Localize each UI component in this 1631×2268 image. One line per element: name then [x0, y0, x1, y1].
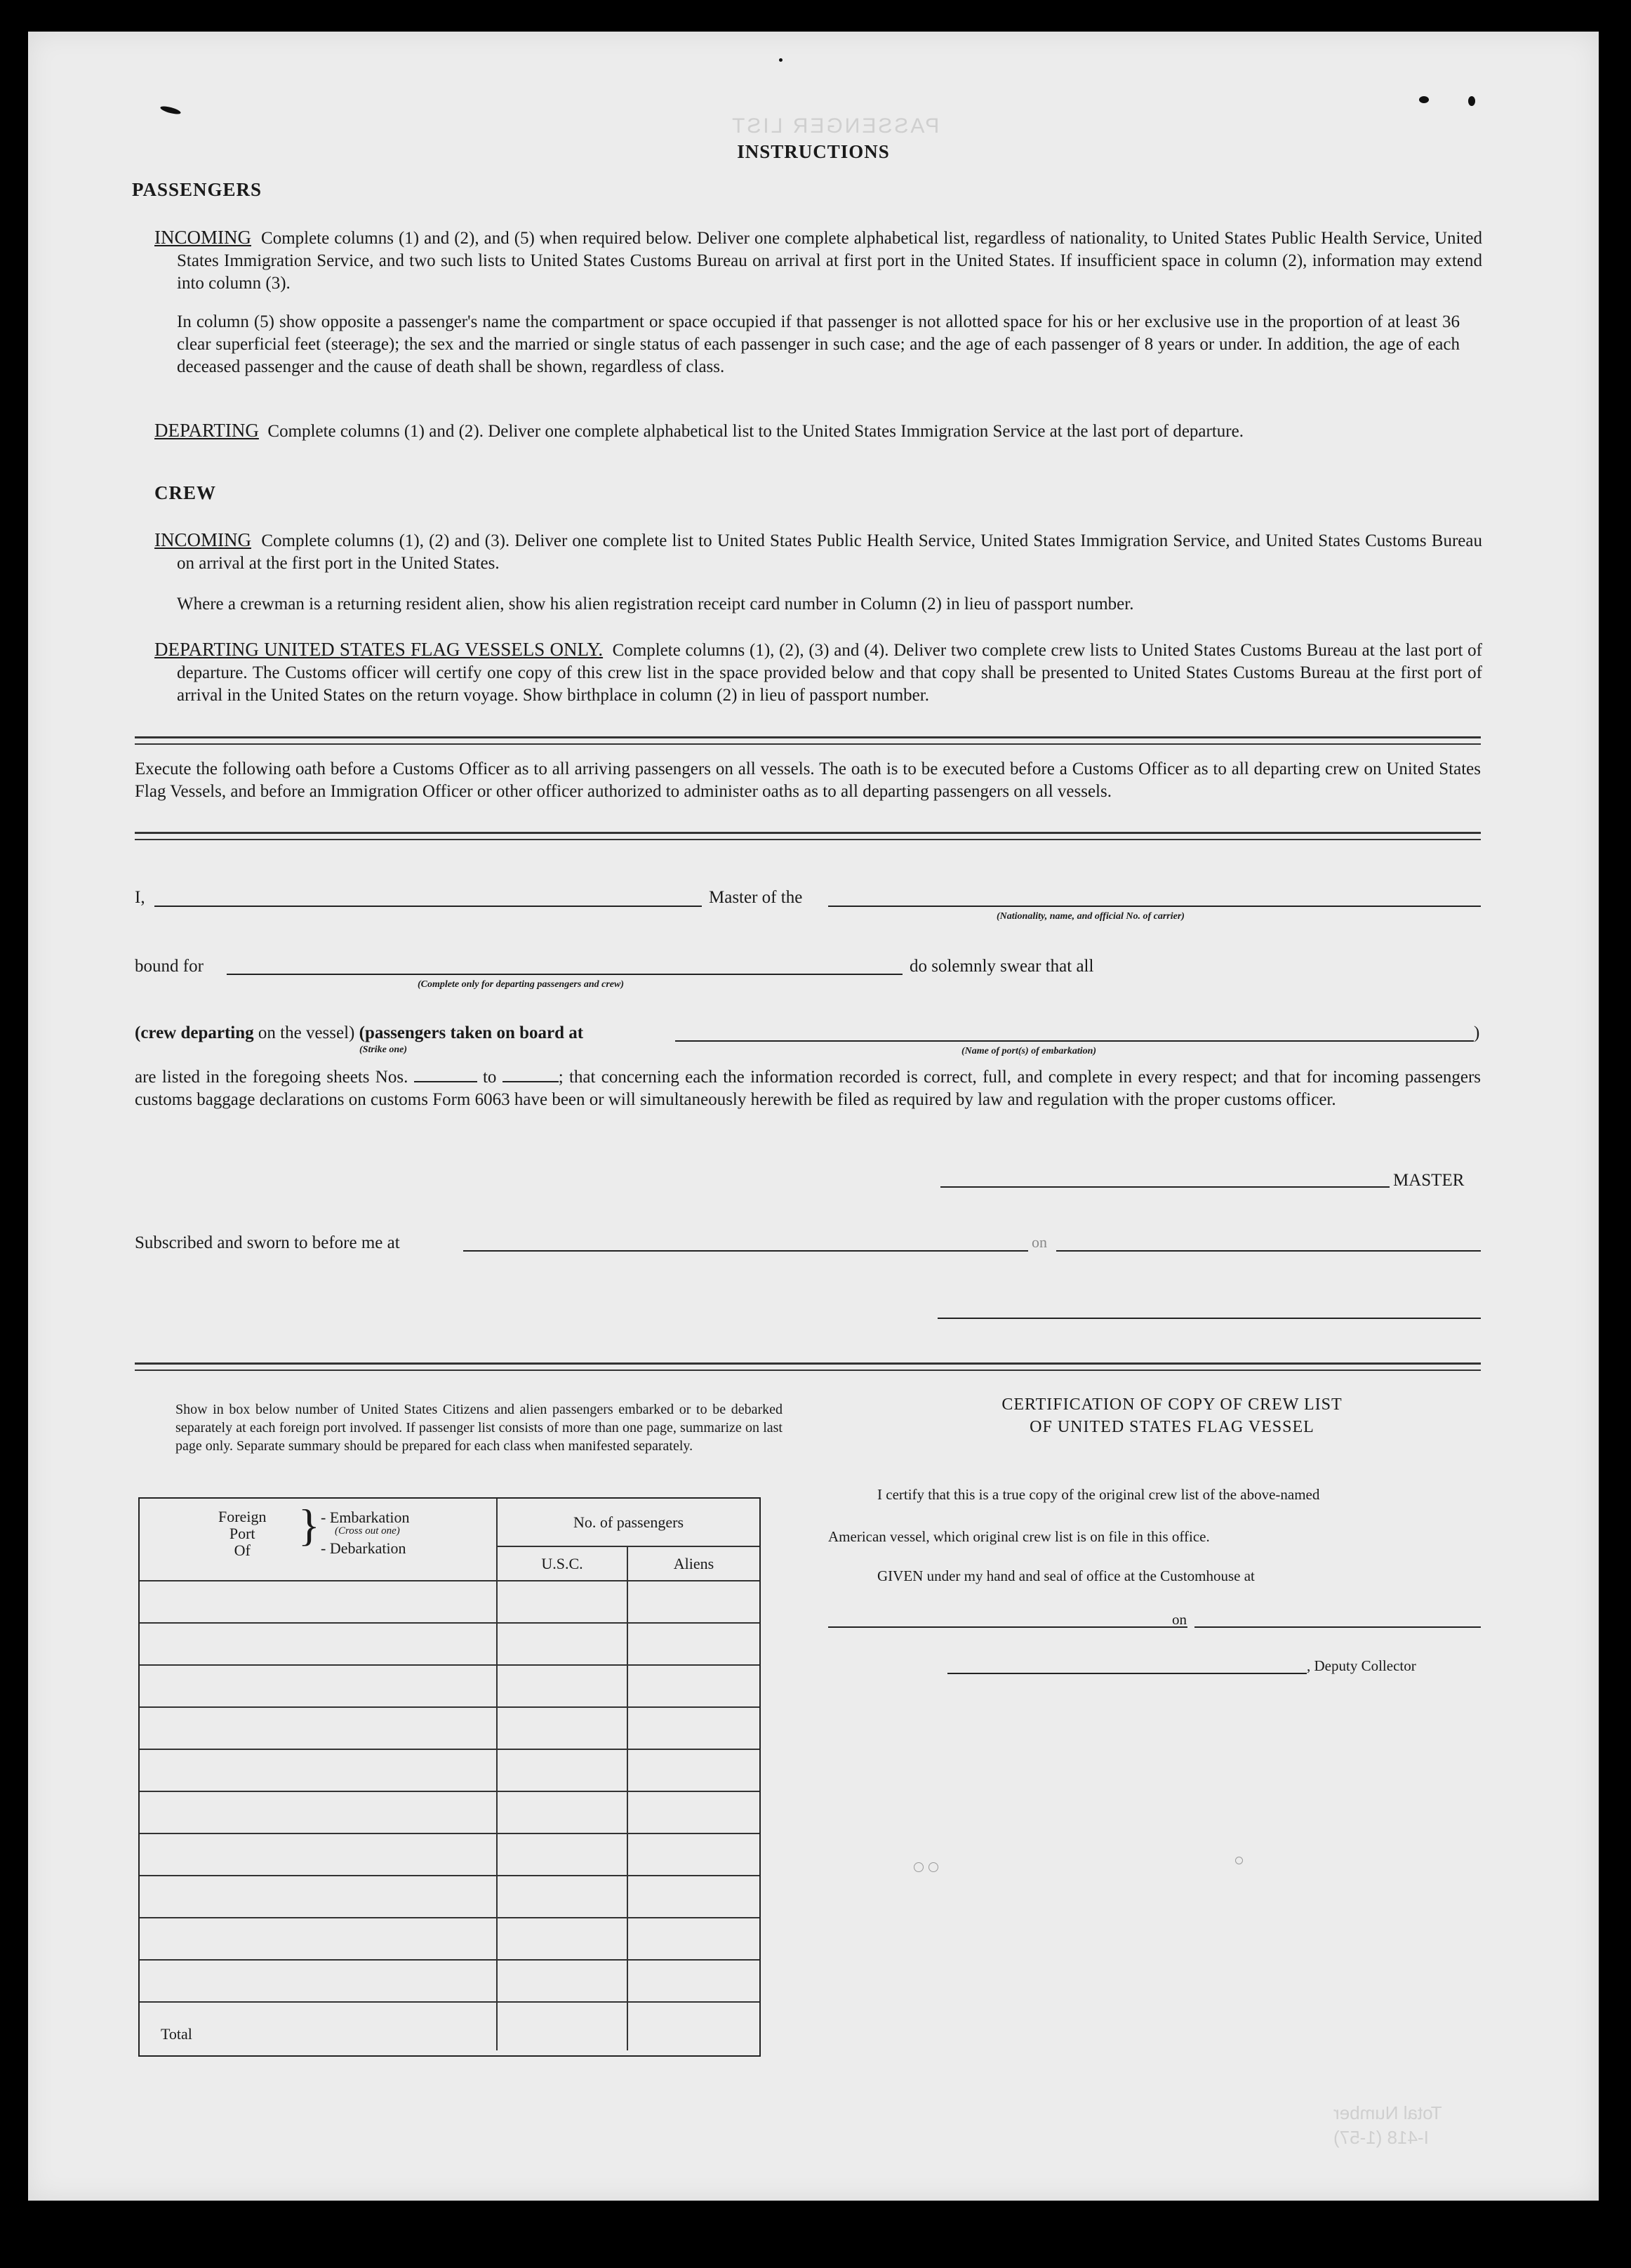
crew-departing-word: (crew departing	[135, 1023, 254, 1042]
port-cell[interactable]	[140, 1918, 497, 1960]
usc-cell[interactable]	[497, 1918, 627, 1960]
strike-one-caption: (Strike one)	[359, 1045, 408, 1055]
foreign-label: Foreign	[218, 1508, 267, 1525]
listed-sheets-text: ; that concerning each the information recorded is correct, full, and complete in every respect; and that for incoming passengers customs baggage declarations on customs Form 6063 have been or will simultaneously herewith be filed as required by law and regulation with the proper customs officer.	[135, 1068, 1481, 1109]
document-page	[28, 32, 1599, 2201]
total-label: Total	[140, 2002, 497, 2050]
ghost-passenger-list: PASSENGER LIST	[730, 114, 940, 138]
table-row	[140, 1665, 759, 1707]
debarkation-label[interactable]: - Debarkation	[321, 1539, 406, 1557]
on-the-vessel-word: on the vessel)	[258, 1023, 355, 1042]
aliens-cell[interactable]	[627, 1960, 759, 2002]
crew-incoming-text: Complete columns (1), (2) and (3). Deliver one complete list to United States Public Health Service, United States Immigration Service, and United States Customs Bureau on arrival at the first port in the United States.	[177, 531, 1482, 573]
passengers-heading: PASSENGERS	[132, 179, 262, 200]
aliens-cell[interactable]	[627, 1623, 759, 1665]
usc-cell[interactable]	[497, 1791, 627, 1833]
certification-title-line2: OF UNITED STATES FLAG VESSEL	[1030, 1418, 1314, 1436]
foreign-port-of-label	[218, 1508, 266, 1559]
port-cell[interactable]	[140, 1876, 497, 1918]
aliens-cell[interactable]	[627, 1665, 759, 1707]
crew-departing-option	[135, 1023, 583, 1043]
destination-field[interactable]	[227, 974, 903, 975]
passengers-taken-word: (passengers taken on board at	[359, 1023, 584, 1042]
summary-table	[140, 1499, 759, 2050]
subscribed-label: Subscribed and sworn to before me at	[135, 1233, 400, 1252]
ghost-form-number: I-418 (1-57)	[1333, 2127, 1429, 2148]
table-row	[140, 1623, 759, 1665]
aliens-cell[interactable]	[627, 1707, 759, 1749]
table-row	[140, 1876, 759, 1918]
aliens-cell[interactable]	[627, 1876, 759, 1918]
usc-cell[interactable]	[497, 1581, 627, 1623]
usc-cell[interactable]	[497, 1665, 627, 1707]
no-of-passengers-header: No. of passengers	[497, 1499, 759, 1546]
port-cell[interactable]	[140, 1665, 497, 1707]
bound-for-label: bound for	[135, 957, 204, 976]
port-cell[interactable]	[140, 1791, 497, 1833]
divider	[135, 832, 1481, 840]
aliens-cell[interactable]	[627, 1791, 759, 1833]
usc-cell[interactable]	[497, 1707, 627, 1749]
speck	[1419, 96, 1429, 103]
oath-i-label: I,	[135, 888, 145, 907]
total-usc-cell[interactable]	[497, 2002, 627, 2050]
embarkation-port-field[interactable]	[675, 1040, 1474, 1042]
on-label: on	[1032, 1233, 1047, 1251]
certification-title-line1: CERTIFICATION OF COPY OF CREW LIST	[1001, 1395, 1343, 1414]
officer-signature-field[interactable]	[938, 1318, 1481, 1319]
master-name-field[interactable]	[154, 906, 702, 907]
listed-sheets	[135, 1066, 1481, 1111]
passengers-departing-text: Complete columns (1) and (2). Deliver one complete alphabetical list to the United States Immigration Service at the last port of departure.	[267, 422, 1244, 441]
swear-label: do solemnly swear that all	[910, 957, 1094, 976]
crew-departing-label: DEPARTING UNITED STATES FLAG VESSELS ONLY.	[154, 639, 604, 660]
foreign-port-header	[140, 1499, 497, 1581]
listed-sheets-label: are listed in the foregoing sheets Nos.	[135, 1068, 408, 1087]
port-cell[interactable]	[140, 1581, 497, 1623]
passengers-incoming-label: INCOMING	[154, 227, 251, 248]
sheet-from-field[interactable]	[414, 1081, 477, 1082]
usc-cell[interactable]	[497, 1960, 627, 2002]
table-row	[140, 1581, 759, 1623]
divider	[135, 1362, 1481, 1371]
table-row	[140, 1707, 759, 1749]
table-row	[140, 1918, 759, 1960]
divider	[135, 736, 1481, 745]
speck	[1468, 96, 1475, 106]
crew-departing-text: Complete columns (1), (2), (3) and (4). Deliver two complete crew lists to United States Customs Bureau at the last port of departure. The Customs officer will certify one copy of this crew list in the space provided below and that copy shall be presented to United States Customs Bureau at the first port of arrival in the United States on the return voyage. Show birthplace in column (2) in lieu of passport number.	[177, 641, 1482, 705]
to-label: to	[482, 1068, 497, 1087]
summary-box	[138, 1497, 761, 2057]
ring-mark	[914, 1862, 924, 1872]
deputy-collector-label: , Deputy Collector	[1307, 1657, 1416, 1674]
brace-icon: }	[298, 1500, 320, 1550]
master-of-the-label: Master of the	[709, 888, 803, 907]
port-cell[interactable]	[140, 1707, 497, 1749]
table-row	[140, 1791, 759, 1833]
table-row	[140, 1960, 759, 2002]
port-label: Port	[229, 1525, 255, 1542]
total-aliens-cell[interactable]	[627, 2002, 759, 2050]
ghost-total-number: Total Number	[1333, 2102, 1442, 2123]
master-label: MASTER	[1393, 1171, 1465, 1190]
crew-departing	[154, 638, 1482, 707]
oath-intro: Execute the following oath before a Customs Officer as to all arriving passengers on all vessels. The oath is to be executed before a Customs Officer as to all departing crew on United States Flag Vessels, and before an Immigration Officer or other officer authorized to administer oaths as to all departing passengers on all vessels.	[135, 760, 1481, 801]
aliens-cell[interactable]	[627, 1749, 759, 1791]
aliens-cell[interactable]	[627, 1833, 759, 1876]
crew-resident-alien: Where a crewman is a returning resident alien, show his alien registration receipt card number in Column (2) in lieu of passport number.	[177, 595, 1134, 614]
sworn-place-field[interactable]	[463, 1250, 1028, 1252]
certify-text: I certify that this is a true copy of the original crew list of the above-named	[877, 1486, 1320, 1503]
embarkation-label[interactable]: - Embarkation	[321, 1508, 410, 1526]
total-row	[140, 2002, 759, 2050]
usc-header: U.S.C.	[497, 1546, 627, 1581]
port-cell[interactable]	[140, 1833, 497, 1876]
deputy-signature-field[interactable]	[947, 1673, 1307, 1674]
port-cell[interactable]	[140, 1623, 497, 1665]
master-signature-field[interactable]	[940, 1186, 1390, 1188]
crew-incoming	[154, 529, 1482, 575]
aliens-header: Aliens	[627, 1546, 759, 1581]
passengers-departing	[154, 419, 1482, 443]
cross-out-one-label: (Cross out one)	[335, 1525, 400, 1537]
american-vessel-text: American vessel, which original crew list is on file in this office.	[828, 1528, 1210, 1545]
carrier-caption: (Nationality, name, and official No. of carrier)	[997, 911, 1185, 922]
page-title: INSTRUCTIONS	[737, 141, 890, 162]
certification-title	[870, 1393, 1474, 1438]
summary-note: Show in box below number of United States Citizens and alien passengers embarked or to be debarked separately at each foreign port involved. If passenger list consists of more than one page, summarize on last page only. Separate summary should be prepared for each class when manifested separately.	[175, 1402, 783, 1454]
usc-cell[interactable]	[497, 1623, 627, 1665]
speck	[779, 58, 783, 62]
passengers-incoming	[154, 226, 1482, 295]
usc-cell[interactable]	[497, 1876, 627, 1918]
customhouse-field[interactable]	[828, 1626, 1187, 1628]
ring-mark	[928, 1862, 938, 1872]
cert-on-label: on	[1172, 1611, 1187, 1628]
crew-heading: CREW	[154, 482, 217, 503]
crew-incoming-label: INCOMING	[154, 529, 251, 550]
passengers-incoming-text: Complete columns (1) and (2), and (5) when required below. Deliver one complete alphabetical list, regardless of nationality, to United States Public Health Service, United States Immigration Service, and two such lists to United States Customs Bureau on arrival at first port in the United States. If insufficient space in column (2), information may extend into column (3).	[177, 229, 1483, 293]
usc-cell[interactable]	[497, 1833, 627, 1876]
carrier-field[interactable]	[828, 906, 1481, 907]
table-row	[140, 1749, 759, 1791]
close-paren: )	[1474, 1023, 1480, 1042]
embarkation-port-caption: (Name of port(s) of embarkation)	[961, 1046, 1097, 1056]
port-cell[interactable]	[140, 1749, 497, 1791]
passengers-departing-label: DEPARTING	[154, 420, 259, 441]
passengers-column5: In column (5) show opposite a passenger's name the compartment or space occupied if that passenger is not allotted space for his or her exclusive use in the proportion of at least 36 clear superficial feet (steerage); the sex and the married or single status of each passenger in such case; and the age of each passenger of 8 years or under. In addition, the age of each deceased passenger and the cause of death shall be shown, regardless of class.	[177, 312, 1460, 376]
usc-cell[interactable]	[497, 1749, 627, 1791]
table-row	[140, 1833, 759, 1876]
ring-mark	[1235, 1857, 1243, 1864]
given-text: GIVEN under my hand and seal of office at the Customhouse at	[877, 1567, 1255, 1584]
cert-date-field[interactable]	[1194, 1626, 1481, 1628]
sworn-date-field[interactable]	[1056, 1250, 1481, 1252]
speck	[159, 105, 181, 115]
of-label: Of	[234, 1541, 251, 1559]
sheet-to-field[interactable]	[502, 1081, 559, 1082]
aliens-cell[interactable]	[627, 1918, 759, 1960]
aliens-cell[interactable]	[627, 1581, 759, 1623]
destination-caption: (Complete only for departing passengers and crew)	[418, 979, 624, 990]
port-cell[interactable]	[140, 1960, 497, 2002]
